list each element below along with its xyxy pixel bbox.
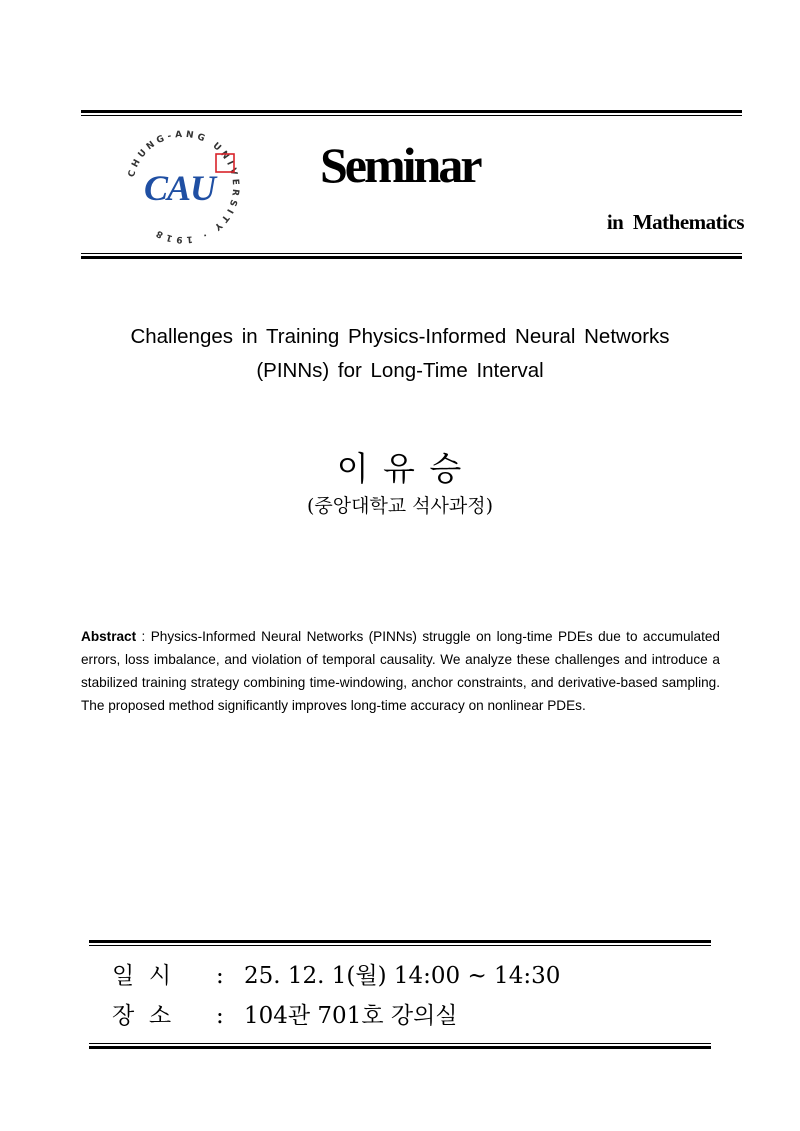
header-bottom-rule-thin (81, 253, 742, 254)
date-colon: : (216, 963, 224, 989)
info-bottom-rule-thin (89, 1043, 711, 1044)
info-top-rule-thick (89, 940, 711, 943)
place-colon: : (216, 1003, 224, 1029)
seminar-title: Seminar (320, 137, 480, 193)
info-top-rule-thin (89, 945, 711, 946)
place-value: 104관 701호 강의실 (244, 1003, 458, 1029)
date-label: 일 시 (112, 963, 172, 989)
seminar-subtitle: in Mathematics (606, 210, 744, 234)
place-row (112, 1005, 458, 1028)
place-label: 장 소 (112, 1003, 172, 1029)
abstract-separator: : (136, 629, 151, 644)
talk-title-line-1: Challenges in Training Physics-Informed Neural Networks (130, 325, 670, 348)
talk-title-line-2: (PINNs) for Long-Time Interval (256, 359, 544, 382)
logo-text: CAU (144, 168, 216, 208)
date-value: 25. 12. 1(월) 14:00 ~ 14:30 (244, 963, 561, 989)
header-bottom-rule-thick (81, 256, 742, 259)
abstract (81, 625, 720, 717)
cau-logo (124, 128, 242, 246)
header-top-rule-thin (81, 115, 742, 116)
abstract-text: Physics-Informed Neural Networks (PINNs) struggle on long-time PDEs due to accumulated errors, loss imbalance, and violation of temporal causality. We analyze these challenges and introduce a stabilized training strategy combining time-windowing, anchor constraints, and derivative-based sampling. The proposed method significantly improves long-time accuracy on nonlinear PDEs. (81, 629, 720, 713)
logo-ring-text: CHUNG-ANG UNIVERSITY · 1918 (126, 129, 241, 245)
info-bottom-rule-thick (89, 1046, 711, 1049)
header-top-rule-thick (81, 110, 742, 113)
talk-title (80, 320, 720, 388)
speaker-name: 이 유 승 (336, 449, 464, 488)
abstract-label: Abstract (81, 629, 137, 644)
date-row (112, 965, 560, 988)
speaker-affiliation: (중앙대학교 석사과정) (306, 495, 494, 517)
